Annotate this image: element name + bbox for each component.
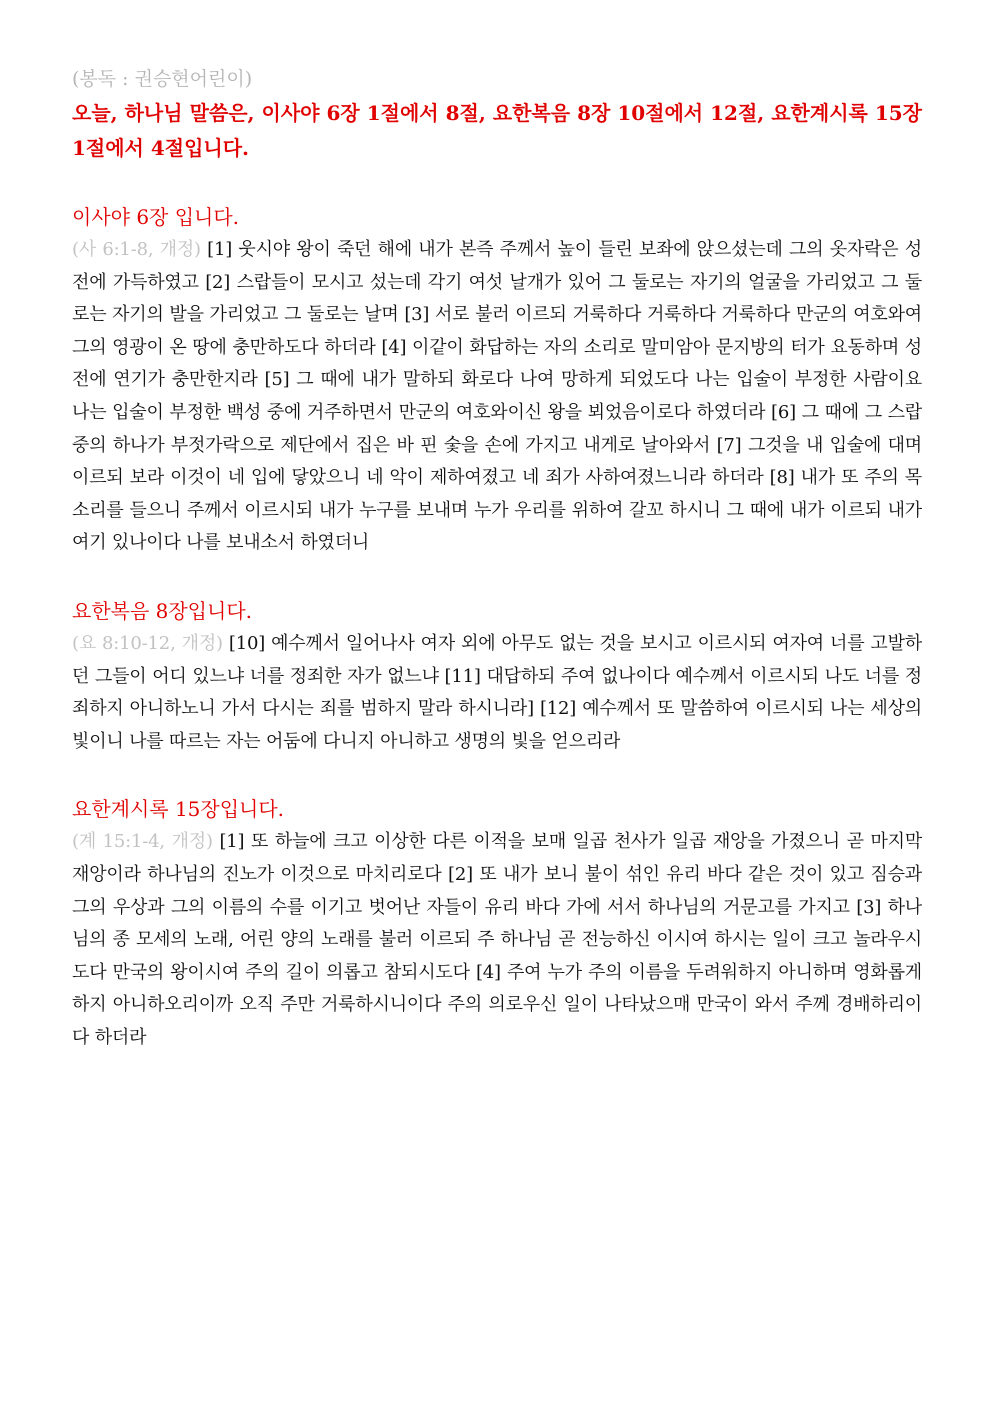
section-heading: 요한계시록 15장입니다. xyxy=(72,797,285,822)
verse-body: [1] 또 하늘에 크고 이상한 다른 이적을 보매 일곱 천사가 일곱 재앙을 가졌으니 곧 마지막 재앙이라 하나님의 진노가 이것으로 마치리로다 [2] 또 내가 보니 불이 섞인 유리 바다 같은 것이 있고 짐승과 그의 우상과 그의 이름의 수를 이기고 벗어난 자들이 유리 바다 가에 서서 하나님의 거문고를 가지고 [3] 하나님의 종 모세의 노래, 어린 양의 노래를 불러 이르되 주 하나님 곧 전능하신 이시여 하시는 일이 크고 놀라우시도다 만국의 왕이시여 주의 길이 의롭고 참되시도다 [4] 주여 누가 주의 이름을 두려워하지 아니하며 영화롭게 하지 아니하오리이까 오직 주만 거룩하시니이다 주의 의로우신 일이 나타났으매 만국이 와서 주께 경배하리이다 하더라 xyxy=(72,831,923,1048)
section-heading: 이사야 6장 입니다. xyxy=(72,205,240,229)
verse-text xyxy=(72,826,922,1054)
verse-body: [10] 예수께서 일어나사 여자 외에 아무도 없는 것을 보시고 이르시되 여자여 너를 고발하던 그들이 어디 있느냐 너를 정죄한 자가 없느냐 [11] 대답하되 주여 없나이다 예수께서 이르시되 나도 너를 정죄하지 아니하노니 가서 다시는 죄를 범하지 말라 하시니라] [12] 예수께서 또 말씀하여 이르시되 나는 세상의 빛이니 나를 따르는 자는 어둠에 다니지 아니하고 생명의 빛을 얻으리라 xyxy=(72,632,922,752)
verse-reference: (계 15:1-4, 개정) xyxy=(72,831,213,853)
reader-note: (봉독 : 권승현어린이) xyxy=(72,68,253,90)
verse-reference: (사 6:1-8, 개정) xyxy=(72,239,201,260)
document-page xyxy=(72,62,922,1054)
section-john xyxy=(72,594,922,758)
verse-reference: (요 8:10-12, 개정) xyxy=(72,632,223,654)
verse-body: [1] 웃시야 왕이 죽던 해에 내가 본즉 주께서 높이 들린 보좌에 앉으셨는데 그의 옷자락은 성전에 가득하였고 [2] 스랍들이 모시고 섰는데 각기 여섯 날개가 있어 그 둘로는 자기의 얼굴을 가리었고 그 둘로는 자기의 발을 가리었고 그 둘로는 날며 [3] 서로 불러 이르되 거룩하다 거룩하다 거룩하다 만군의 여호와여 그의 영광이 온 땅에 충만하도다 하더라 [4] 이같이 화답하는 자의 소리로 말미암아 문지방의 터가 요동하며 성전에 연기가 충만한지라 [5] 그 때에 내가 말하되 화로다 나여 망하게 되었도다 나는 입술이 부정한 사람이요 나는 입술이 부정한 백성 중에 거주하면서 만군의 여호와이신 왕을 뵈었음이로다 하였더라 [6] 그 때에 그 스랍 중의 하나가 부젓가락으로 제단에서 집은 바 핀 숯을 손에 가지고 내게로 날아와서 [7] 그것을 내 입술에 대며 이르되 보라 이것이 네 입에 닿았으니 네 악이 제하여졌고 네 죄가 사하여졌느니라 하더라 [8] 내가 또 주의 목소리를 들으니 주께서 이르시되 내가 누구를 보내며 누가 우리를 위하여 갈꼬 하시니 그 때에 내가 이르되 내가 여기 있나이다 나를 보내소서 하였더니 xyxy=(72,239,922,554)
verse-text xyxy=(72,628,922,758)
section-revelation xyxy=(72,792,922,1054)
intro-text: 오늘, 하나님 말씀은, 이사야 6장 1절에서 8절, 요한복음 8장 10절에서 12절, 요한계시록 15장 1절에서 4절입니다. xyxy=(72,101,922,160)
section-heading: 요한복음 8장입니다. xyxy=(72,598,252,623)
section-isaiah xyxy=(72,200,922,560)
verse-text xyxy=(72,234,922,560)
